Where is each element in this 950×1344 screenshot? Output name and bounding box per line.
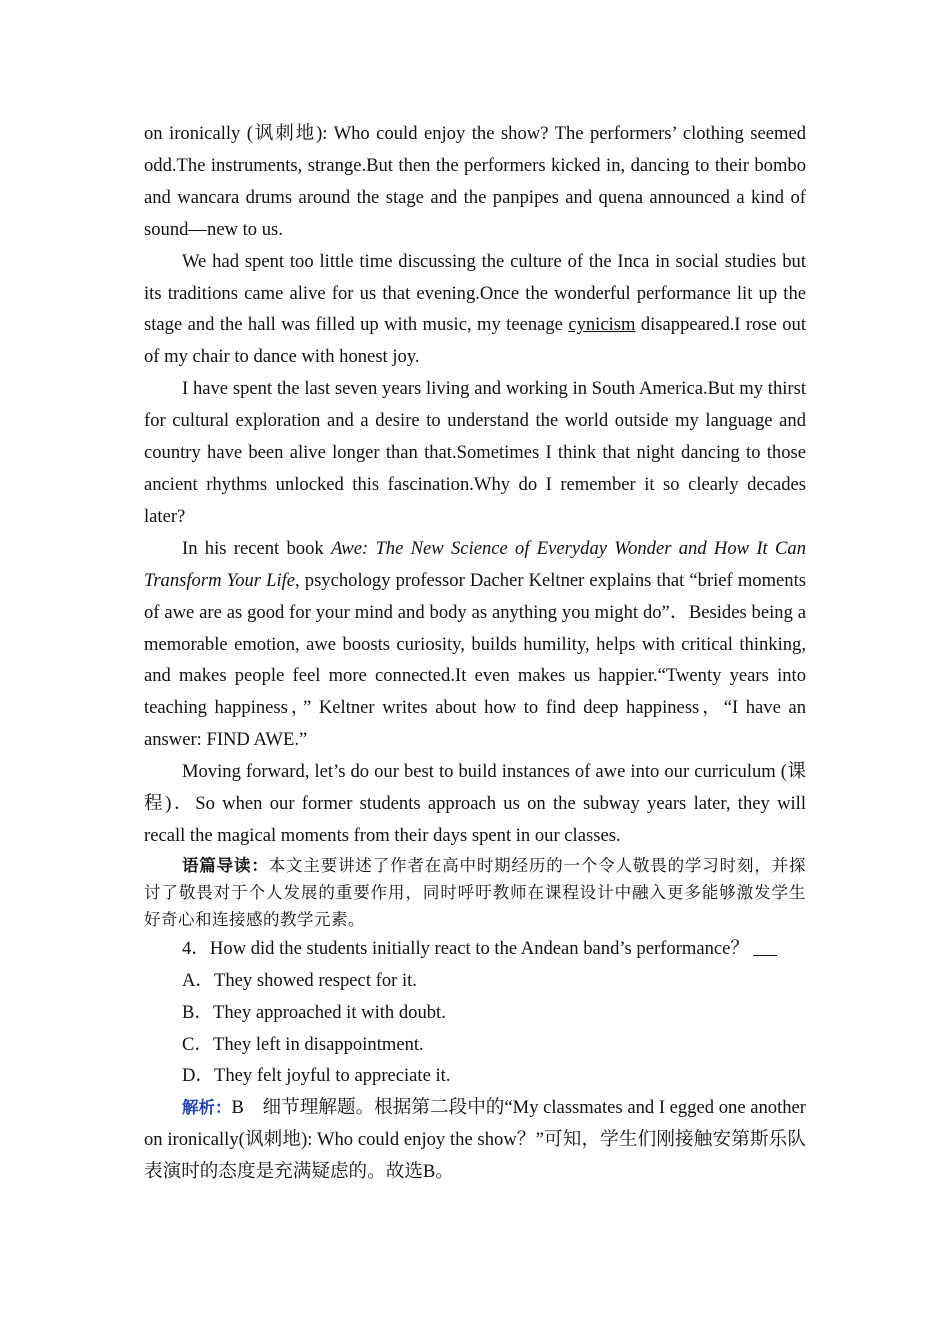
underlined-word: cynicism	[568, 314, 636, 336]
analysis	[144, 1092, 806, 1188]
paragraph-2-after: disappeared.I rose out of my chair to dance with honest joy.	[144, 314, 806, 368]
option-d: D．They felt joyful to appreciate it.	[182, 1065, 451, 1087]
question-text: 4．How did the students initially react to the Andean band’s performance？	[182, 937, 749, 959]
question-stem	[144, 933, 806, 965]
paragraph-2-before: We had spent too little time discussing the culture of the Inca in social studies but its traditions came alive for us that evening.Once the wonderful performance lit up the stage and the hall was filled up with music, my teenage	[144, 250, 806, 336]
paragraph-4-before: In his recent book	[182, 537, 331, 559]
analysis-label: 解析：	[182, 1098, 232, 1118]
reading-guide	[144, 852, 806, 933]
paragraph-1: on ironically (讽刺地): Who could enjoy the show? The performers’ clothing seemed odd.The instruments, strange.But then the performers kicked in, dancing to their bombo and wancara drums around the stage and the panpipes and quena announced a kind of sound—new to us.	[144, 123, 806, 240]
paragraph-5: Moving forward, let’s do our best to build instances of awe into our curriculum (课程)．So when our former students approach us on the subway years later, they will recall the magical moments from their days spent in our classes.	[144, 761, 806, 846]
book-title: Awe: The New Science of Everyday Wonder and How It Can Transform Your Life	[144, 537, 806, 591]
paragraph-4-after: , psychology professor Dacher Keltner explains that “brief moments of awe are as good for your mind and body as anything you might do”．Besides being a memorable emotion, awe boosts curiosity, builds humility, helps with critical thinking, and makes people feel more connected.It even makes us happier.“Twenty years into teaching happiness，” Keltner writes about how to find deep happiness，“I have an answer: FIND AWE.”	[144, 569, 806, 751]
answer-blank	[753, 935, 777, 956]
option-a: A．They showed respect for it.	[182, 969, 417, 991]
option-c: C．They left in disappointment.	[182, 1033, 424, 1055]
reading-guide-text: 本文主要讲述了作者在高中时期经历的一个令人敬畏的学习时刻，并探讨了敬畏对于个人发展的重要作用，同时呼吁教师在课程设计中融入更多能够激发学生好奇心和连接感的教学元素。	[144, 855, 807, 929]
option-b: B．They approached it with doubt.	[182, 1001, 446, 1023]
paragraph-3: I have spent the last seven years living and working in South America.But my thirst for cultural exploration and a desire to understand the world outside my language and country have been alive longer than that.Sometimes I think that night dancing to those ancient rhythms unlocked this fascination.Why do I remember it so clearly decades later?	[144, 378, 806, 527]
paragraph-2	[144, 246, 806, 374]
analysis-text: B 细节理解题。根据第二段中的“My classmates and I egged one another on ironically(讽刺地): Who could enjoy the show？”可知，学生们刚接触安第斯乐队表演时的态度是充满疑虑的。故选B。	[144, 1097, 806, 1183]
reading-guide-label: 语篇导读：	[182, 855, 269, 875]
document-page	[144, 118, 806, 1188]
paragraph-4	[144, 533, 806, 756]
